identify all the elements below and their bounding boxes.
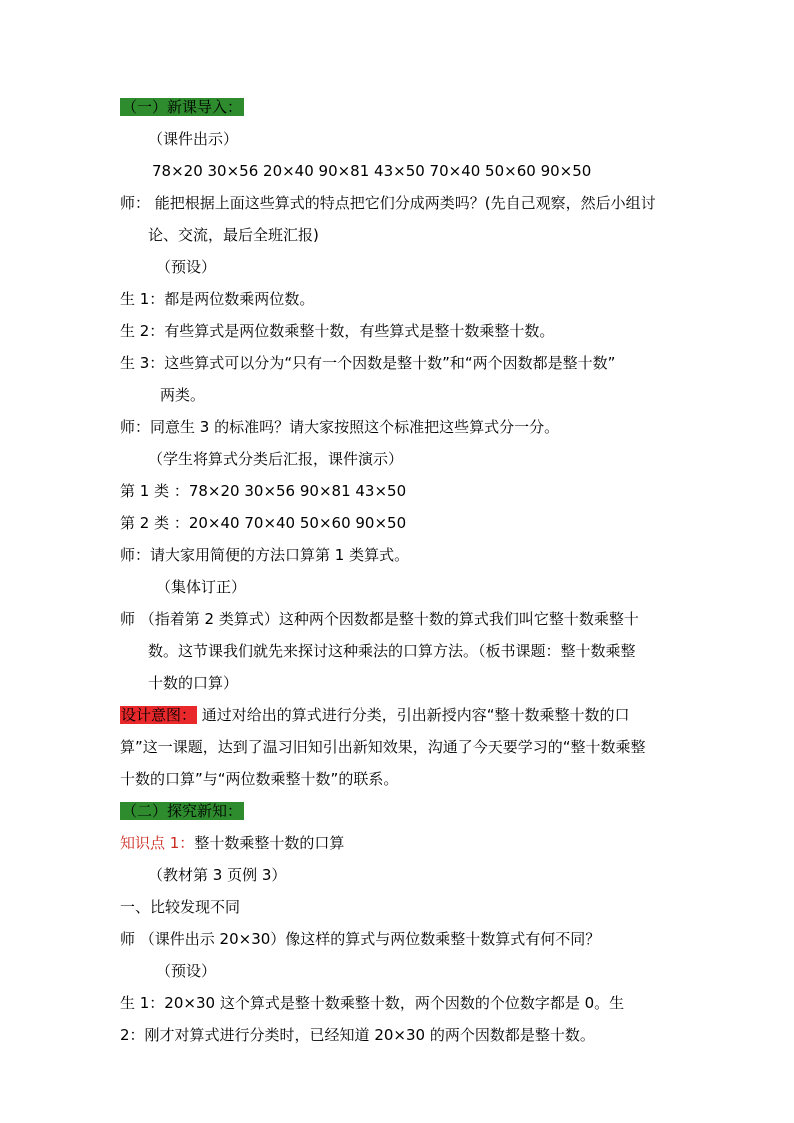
design-intent-label: 设计意图： [121, 706, 197, 724]
design-intent [120, 705, 630, 725]
report-note: （学生将算式分类后汇报，课件演示） [148, 450, 404, 468]
teacher-line-3: 师：请大家用简便的方法口算第 1 类算式。 [120, 546, 410, 564]
textbook-note: （教材第 3 页例 3） [148, 866, 287, 884]
preset-note-2: （预设） [156, 962, 217, 980]
category-2: 第 2 类 ：20×40 70×40 50×60 90×50 [120, 514, 407, 532]
teacher-line-2: 师：同意生 3 的标准吗？请大家按照这个标准把这些算式分一分。 [120, 418, 560, 436]
subheading-compare: 一、比较发现不同 [120, 898, 241, 916]
teacher-line-5: 师 （课件出示 20×30）像这样的算式与两位数乘整十数算式有何不同？ [120, 930, 601, 948]
design-intent-text-1: 通过对给出的算式进行分类，引出新授内容“整十数乘整十数的口 [197, 706, 630, 724]
student-line-4b: 2：刚才对算式进行分类时，已经知道 20×30 的两个因数都是整十数。 [120, 1026, 595, 1044]
teacher-line-4c: 十数的口算） [148, 674, 239, 692]
section-heading-2 [120, 801, 244, 821]
section-heading-2-text: （二）探究新知： [122, 802, 243, 820]
design-intent-text-3: 十数的口算”与“两位数乘整十数”的联系。 [120, 770, 399, 788]
knowledge-point [120, 833, 344, 853]
teacher-line-4a: 师 （指着第 2 类算式）这种两个因数都是整十数的算式我们叫它整十数乘整十 [120, 610, 639, 628]
design-intent-text-2: 算”这一课题，达到了温习旧知引出新知效果，沟通了今天要学习的“整十数乘整 [120, 738, 646, 756]
teacher-line-1a: 师： 能把根据上面这些算式的特点把它们分成两类吗？(先自己观察，然后小组讨 [120, 194, 656, 212]
student-line-3a: 生 3：这些算式可以分为“只有一个因数是整十数”和“两个因数都是整十数” [120, 354, 616, 372]
preset-note-1: （预设） [156, 258, 217, 276]
student-line-1: 生 1：都是两位数乘两位数。 [120, 290, 315, 308]
section-heading-1 [120, 97, 244, 117]
section-heading-1-text: （一）新课导入： [122, 98, 243, 116]
expression-list: 78×20 30×56 20×40 90×81 43×50 70×40 50×60 90×50 [152, 162, 592, 180]
student-line-4a: 生 1：20×30 这个算式是整十数乘整十数，两个因数的个位数字都是 0。生 [120, 994, 625, 1012]
knowledge-point-text: 整十数乘整十数的口算 [194, 834, 345, 852]
correction-note: （集体订正） [156, 578, 247, 596]
teacher-line-4b: 数。这节课我们就先来探讨这种乘法的口算方法。（板书课题：整十数乘整 [148, 642, 636, 660]
teacher-line-1b: 论、交流，最后全班汇报) [148, 226, 319, 244]
category-1: 第 1 类 ：78×20 30×56 90×81 43×50 [120, 482, 407, 500]
student-line-2: 生 2：有些算式是两位数乘整十数，有些算式是整十数乘整十数。 [120, 322, 555, 340]
courseware-note: （课件出示） [148, 130, 239, 148]
student-line-3b: 两类。 [160, 386, 206, 404]
knowledge-point-label: 知识点 1： [120, 834, 195, 852]
